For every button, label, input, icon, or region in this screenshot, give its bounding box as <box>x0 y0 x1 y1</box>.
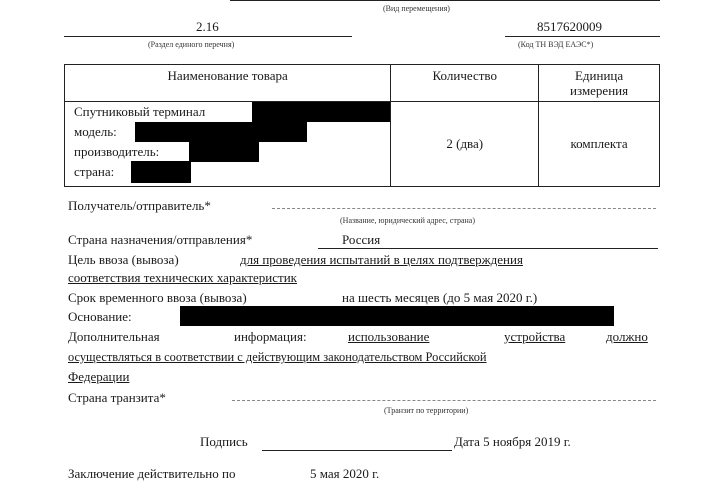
section-caption: (Раздел единого перечня) <box>148 40 235 49</box>
section-value: 2.16 <box>196 19 219 34</box>
transit-caption: (Транзит по территории) <box>384 406 469 415</box>
destination-line <box>318 248 658 249</box>
redaction-bar <box>135 122 307 142</box>
table-header-row <box>65 65 660 102</box>
redaction-bar <box>131 161 191 183</box>
transit-label: Страна транзита* <box>68 390 166 405</box>
item-description-cell <box>65 102 391 187</box>
conclusion-value: 5 мая 2020 г. <box>310 466 380 481</box>
section-line <box>64 36 352 37</box>
table-row <box>65 102 660 187</box>
item-unit-cell: комплекта <box>539 102 660 187</box>
transit-line <box>232 400 656 401</box>
hs-code-line <box>505 36 660 37</box>
col-unit-header: Единица измерения <box>539 65 660 102</box>
term-label: Срок временного ввоза (вывоза) <box>68 290 247 305</box>
term-value: на шесть месяцев (до 5 мая 2020 г.) <box>342 290 538 305</box>
move-type-caption: (Вид перемещения) <box>383 4 450 13</box>
hs-code-value: 8517620009 <box>537 19 602 34</box>
destination-label: Страна назначения/отправления* <box>68 232 253 247</box>
redaction-bar <box>252 102 390 122</box>
item-line-terminal: Спутниковый терминал <box>74 104 206 119</box>
redaction-bar <box>189 140 259 162</box>
basis-label: Основание: <box>68 309 132 324</box>
col-name-header: Наименование товара <box>65 65 391 102</box>
move-type-line <box>230 0 660 1</box>
destination-value: Россия <box>342 232 381 247</box>
item-line-model: модель: <box>74 124 117 139</box>
item-line-manufacturer: производитель: <box>74 144 160 159</box>
signature-label: Подпись <box>200 434 248 449</box>
purpose-value-line2: соответствия технических характеристик <box>68 270 297 285</box>
signature-date: Дата 5 ноября 2019 г. <box>454 434 571 449</box>
purpose-label: Цель ввоза (вывоза) <box>68 252 179 267</box>
signature-line <box>262 450 452 451</box>
recipient-line <box>272 208 656 209</box>
goods-table <box>64 64 660 187</box>
recipient-label: Получатель/отправитель* <box>68 198 211 213</box>
purpose-value-line1: для проведения испытаний в целях подтверждения <box>240 252 523 267</box>
additional-label-word1: Дополнительная <box>68 329 160 344</box>
conclusion-label: Заключение действительно по <box>68 466 236 481</box>
item-line-country: страна: <box>74 164 115 179</box>
additional-line3: Федерации <box>68 369 130 384</box>
redaction-bar <box>180 306 614 326</box>
additional-word-2: устройства <box>504 329 566 344</box>
col-qty-header: Количество <box>391 65 539 102</box>
hs-code-caption: (Код ТН ВЭД ЕАЭС*) <box>518 40 594 49</box>
recipient-caption: (Название, юридический адрес, страна) <box>340 216 475 225</box>
additional-line2: осуществляться в соответствии с действующим законодательством Российской <box>68 350 487 364</box>
additional-word-3: должно <box>606 329 648 344</box>
additional-word-1: использование <box>348 329 430 344</box>
item-qty-cell: 2 (два) <box>391 102 539 187</box>
additional-label-word2: информация: <box>234 329 307 344</box>
